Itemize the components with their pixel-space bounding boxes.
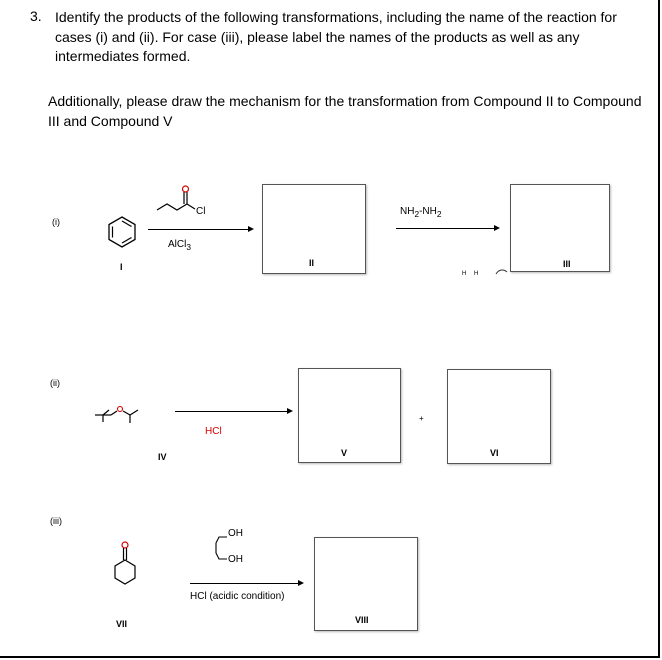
reaction-arrow-iii [190,583,302,584]
compound-ii-label: II [309,258,315,268]
reaction-arrow-i-1 [148,229,252,230]
alcl3-label: AlCl$_3$ [168,239,191,252]
diol-oh-2: OH [228,554,243,565]
case-i-label: (i) [52,217,60,227]
benzene-structure [106,216,138,248]
reaction-arrow-i-2 [396,228,498,229]
product-box-vi[interactable] [447,369,551,464]
hcl-label: HCl [205,426,222,437]
diol-oh-1: OH [228,528,243,539]
chloride-label: Cl [196,206,206,217]
ether-structure [93,402,155,424]
product-box-v[interactable] [298,368,401,463]
plus-sign: + [419,414,424,423]
reaction-arrow-ii [175,411,291,412]
scribble-mark [495,268,509,276]
question-text: Identify the products of the following transformations, including the name of the reaction for cases (i) and (ii). For case (iii), please label the names of the products as well as any intermediates formed. [55,9,617,64]
handwritten-scribble: H H [462,271,482,277]
product-box-iii[interactable] [510,184,610,272]
case-iii-label: (iii) [50,516,62,526]
compound-vi-label: VI [490,448,499,458]
hydrazine-label: $NH_2-NH_2$ [400,206,442,219]
compound-i-label: I [120,262,123,272]
question-number: 3. [30,8,42,24]
compound-v-label: V [341,448,348,458]
compound-vii-label: VII [116,619,128,629]
compound-viii-label: VIII [355,615,369,625]
additional-instruction: Additionally, please draw the mechanism for the transformation from Compound II to Compound III and Compound V [48,93,642,129]
cyclohexanone-structure [110,541,140,589]
compound-iv-label: IV [158,452,167,462]
compound-iii-label: III [563,259,571,269]
acidic-condition-label: HCl (acidic condition) [190,591,285,602]
case-ii-label: (ii) [50,378,60,388]
